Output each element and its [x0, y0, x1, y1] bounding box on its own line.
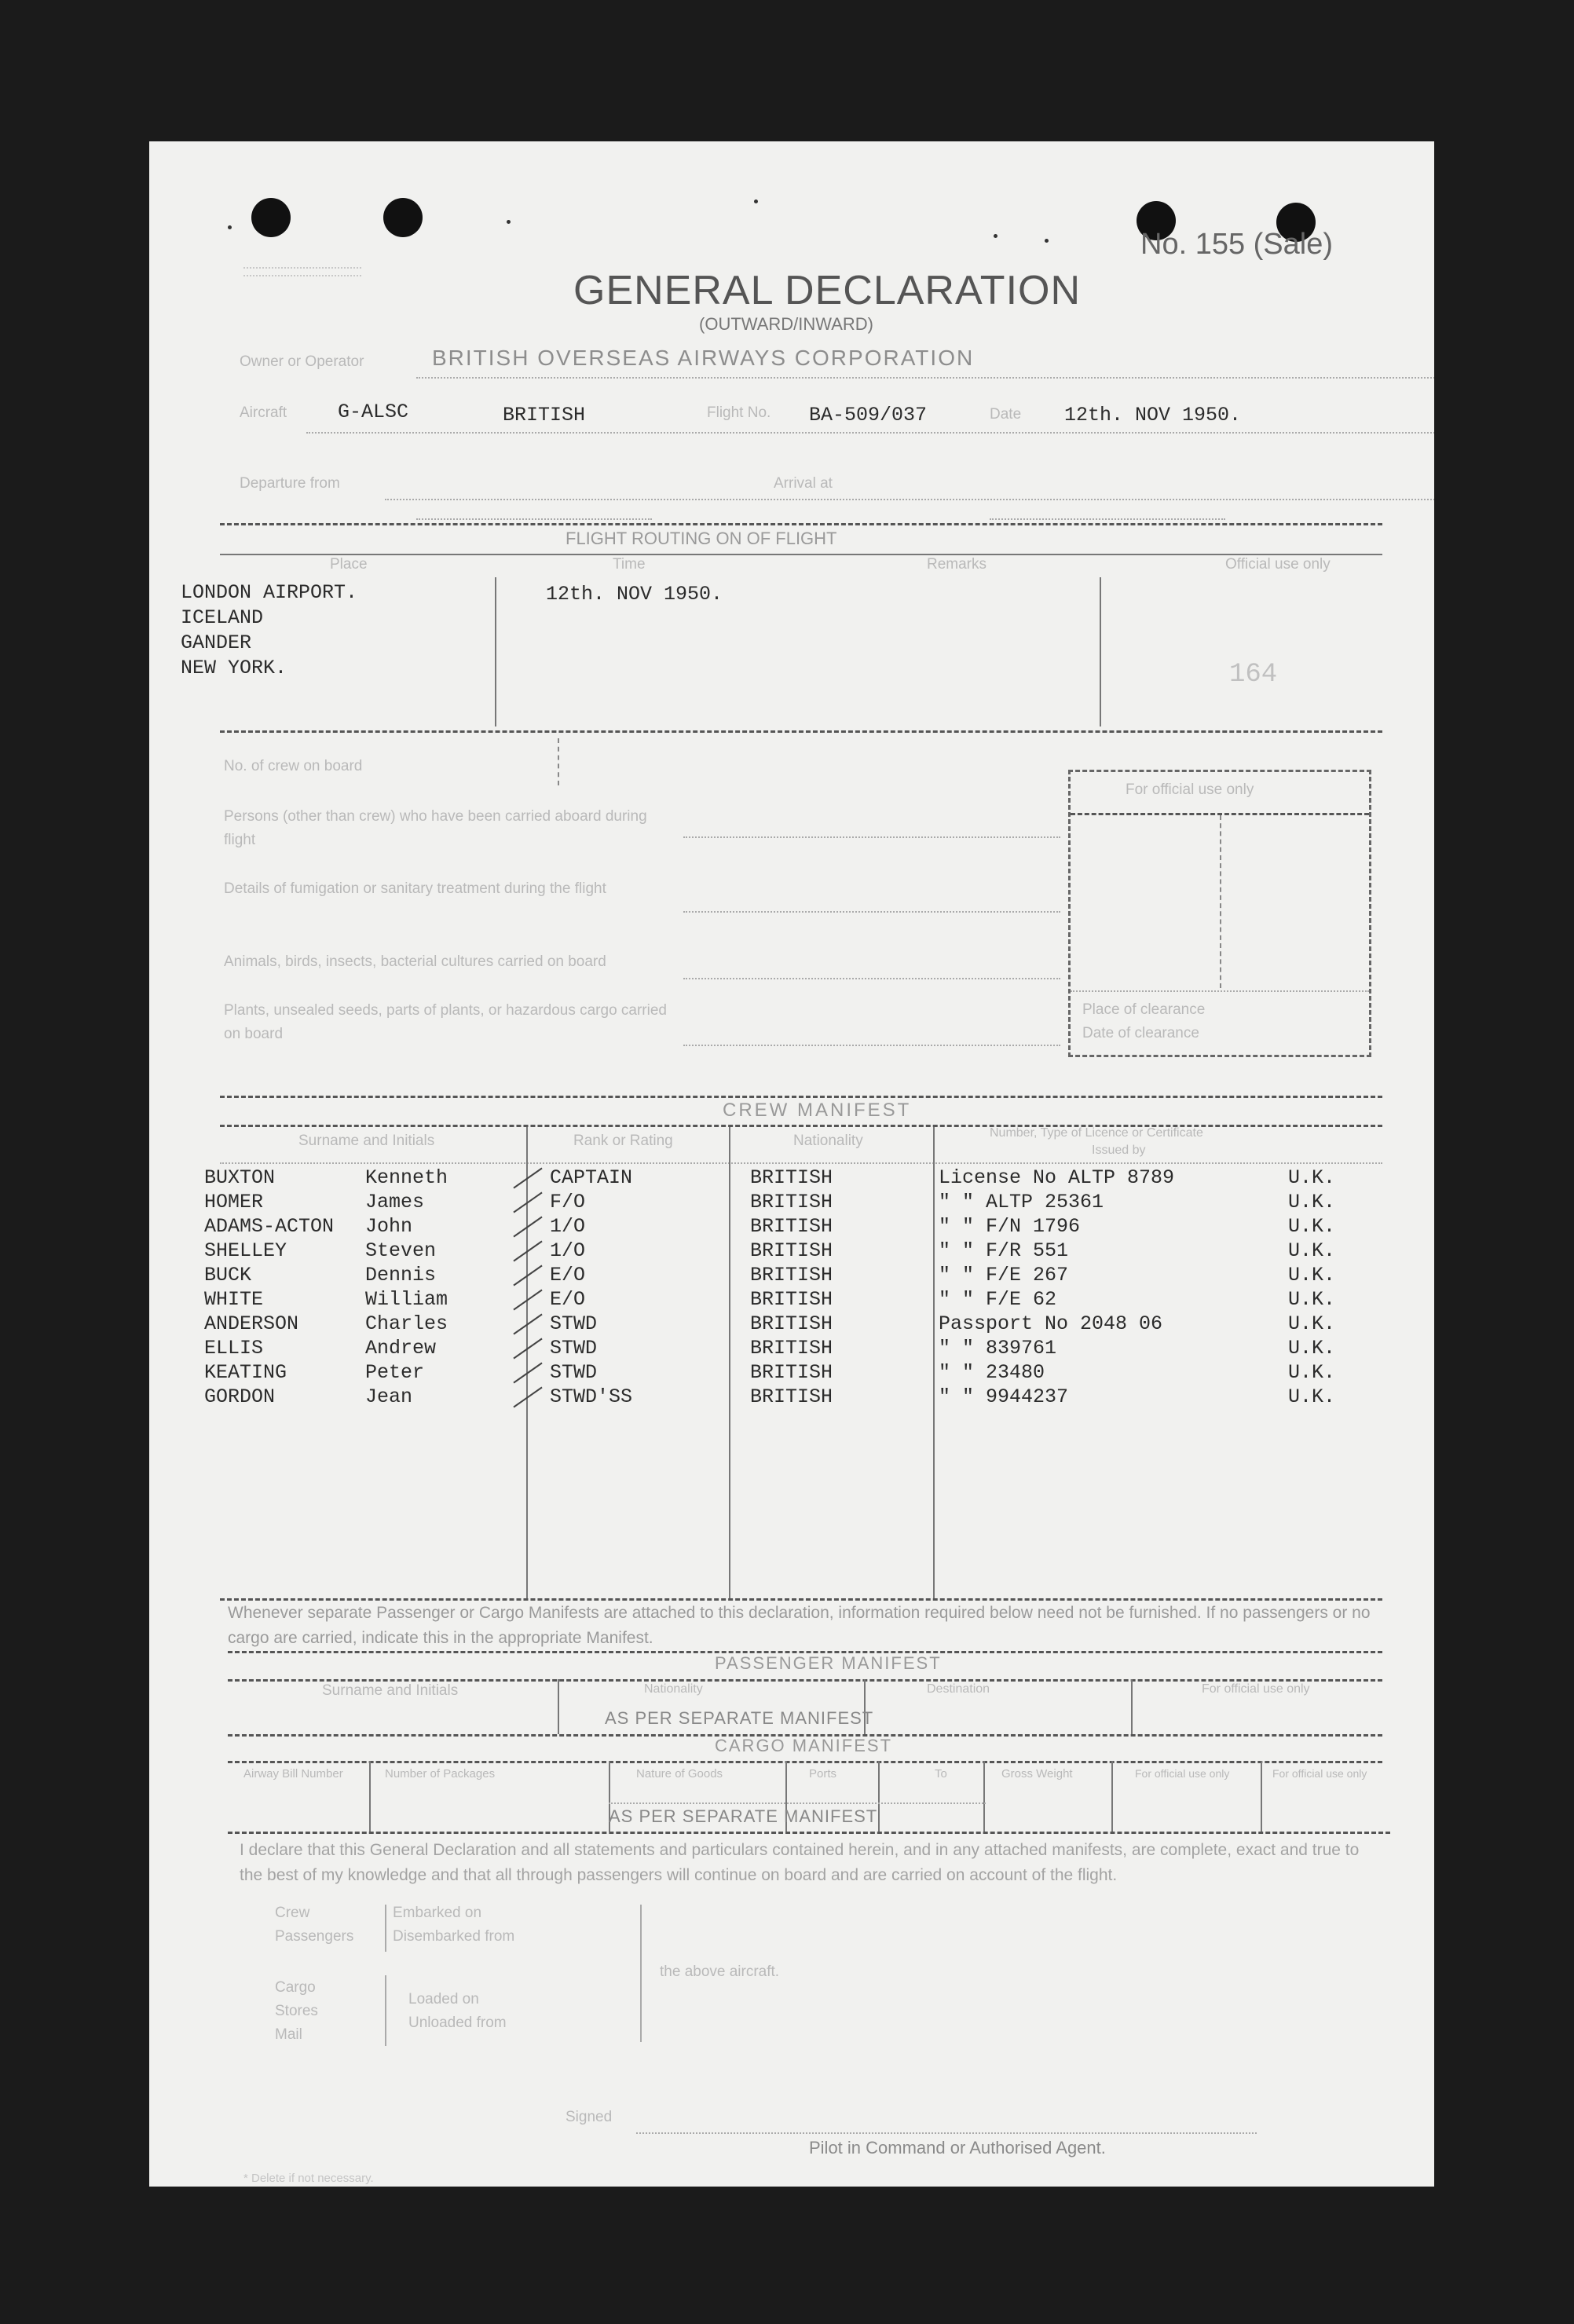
route-time: 12th. NOV 1950.	[546, 583, 723, 606]
crew-given: Andrew	[365, 1337, 437, 1360]
crew-surname: ELLIS	[204, 1337, 264, 1360]
crew-nationality: BRITISH	[750, 1288, 833, 1311]
crew-issued: U.K.	[1288, 1385, 1336, 1408]
crew-surname: ANDERSON	[204, 1312, 299, 1335]
footer-note: * Delete if not necessary.	[243, 2172, 374, 2185]
crew-row	[149, 1312, 1434, 1337]
crew-issued: U.K.	[1288, 1361, 1336, 1384]
crew-licence: " " 9944237	[939, 1385, 1069, 1408]
crew-rank: 1/O	[550, 1239, 586, 1262]
crew-nationality: BRITISH	[750, 1166, 833, 1189]
crew-surname: KEATING	[204, 1361, 287, 1384]
crew-table	[149, 1166, 1434, 1590]
crew-issued: U.K.	[1288, 1312, 1336, 1335]
crew-nationality: BRITISH	[750, 1361, 833, 1384]
crew-rank: 1/O	[550, 1215, 586, 1238]
crew-col-issued: Issued by	[1092, 1144, 1146, 1157]
signature-caption: Pilot in Command or Authorised Agent.	[809, 2138, 1106, 2157]
cargo-col-packages: Number of Packages	[385, 1767, 496, 1781]
aircraft-registration: G-ALSC	[338, 401, 409, 423]
operator-label: Owner or Operator	[240, 353, 364, 370]
passenger-note: Whenever separate Passenger or Cargo Manifests are attached to this declaration, information required below need not be furnished. If no passengers or no cargo are carried, indicate this in the appropriate Manifest.	[228, 1604, 1371, 1647]
punch-hole	[383, 198, 423, 237]
cargo-col-to: To	[935, 1767, 947, 1781]
crew-col-surname: Surname and Initials	[298, 1133, 435, 1149]
official-box-line2: Date of clearance	[1082, 1025, 1199, 1041]
routing-col-time: Time	[613, 556, 646, 573]
crew-issued: U.K.	[1288, 1337, 1336, 1360]
crew-licence: License No ALTP 8789	[939, 1166, 1175, 1189]
crew-rank: STWD	[550, 1361, 598, 1384]
cargo-col-official-2: For official use only	[1272, 1767, 1367, 1780]
crew-surname: HOMER	[204, 1191, 264, 1213]
date-label: Date	[990, 406, 1022, 423]
crew-manifest-title: CREW MANIFEST	[723, 1100, 912, 1121]
crew-rank: F/O	[550, 1191, 586, 1213]
crew-nationality: BRITISH	[750, 1191, 833, 1213]
passenger-col-nationality: Nationality	[644, 1682, 703, 1696]
crew-surname: SHELLEY	[204, 1239, 287, 1262]
crew-nationality: BRITISH	[750, 1215, 833, 1238]
crew-issued: U.K.	[1288, 1264, 1336, 1286]
declaration-persons: Persons (other than crew) who have been carried aboard during flight	[224, 808, 647, 848]
operator-value: BRITISH OVERSEAS AIRWAYS CORPORATION	[432, 346, 975, 370]
departure-label: Departure from	[240, 475, 340, 492]
declaration-fumigation: Details of fumigation or sanitary treatment during the flight	[224, 880, 606, 897]
cargo-col-weight: Gross Weight	[1001, 1767, 1073, 1781]
aircraft-nationality: BRITISH	[503, 404, 586, 426]
crew-embark-label: Crew	[275, 1905, 310, 1921]
crew-rank: STWD	[550, 1337, 598, 1360]
crew-nationality: BRITISH	[750, 1264, 833, 1286]
crew-rank: STWD	[550, 1312, 598, 1335]
tick-mark	[513, 1168, 542, 1189]
route-place-4: NEW YORK.	[181, 657, 287, 679]
embarked-option: Embarked on	[393, 1905, 482, 1921]
declaration-crew: No. of crew on board	[224, 758, 363, 774]
tick-mark	[513, 1387, 542, 1408]
cargo-manifest-title: CARGO MANIFEST	[715, 1736, 893, 1755]
crew-row	[149, 1361, 1434, 1385]
tick-mark	[513, 1192, 542, 1213]
crew-nationality: BRITISH	[750, 1312, 833, 1335]
cargo-col-official-1: For official use only	[1135, 1767, 1230, 1780]
crew-issued: U.K.	[1288, 1288, 1336, 1311]
crew-row	[149, 1264, 1434, 1288]
document-page	[149, 141, 1434, 2187]
crew-given: Jean	[365, 1385, 413, 1408]
official-box-line1: Place of clearance	[1082, 1001, 1206, 1018]
form-issuer	[243, 267, 361, 276]
crew-row	[149, 1215, 1434, 1239]
form-number: No. 155 (Sale)	[1140, 228, 1334, 261]
crew-row	[149, 1288, 1434, 1312]
crew-surname: BUXTON	[204, 1166, 276, 1189]
crew-col-rank: Rank or Rating	[573, 1133, 673, 1149]
official-use-box	[1068, 770, 1371, 1057]
crew-issued: U.K.	[1288, 1239, 1336, 1262]
crew-nationality: BRITISH	[750, 1239, 833, 1262]
crew-row	[149, 1166, 1434, 1191]
mail-label: Mail	[275, 2026, 302, 2043]
passenger-col-surname: Surname and Initials	[322, 1682, 459, 1699]
crew-licence: " " ALTP 25361	[939, 1191, 1104, 1213]
passengers-embark-label: Passengers	[275, 1928, 354, 1945]
cargo-manifest-stamp: AS PER SEPARATE MANIFEST	[609, 1806, 878, 1826]
aircraft-label: Aircraft	[240, 404, 287, 421]
declaration-animals: Animals, birds, insects, bacterial cultures carried on board	[224, 953, 606, 970]
crew-given: Peter	[365, 1361, 425, 1384]
crew-licence: " " F/R 551	[939, 1239, 1069, 1262]
crew-surname: GORDON	[204, 1385, 276, 1408]
crew-rank: CAPTAIN	[550, 1166, 633, 1189]
arrival-label: Arrival at	[774, 475, 833, 492]
punch-hole	[251, 198, 291, 237]
crew-given: James	[365, 1191, 425, 1213]
routing-col-place: Place	[330, 556, 368, 573]
embark-remark: the above aircraft.	[660, 1964, 780, 1980]
cargo-col-airway-bill: Airway Bill Number	[243, 1767, 343, 1781]
crew-given: Charles	[365, 1312, 448, 1335]
document-title: GENERAL DECLARATION	[573, 268, 1082, 313]
signed-label: Signed	[566, 2109, 613, 2125]
crew-licence: " " 23480	[939, 1361, 1045, 1384]
official-box-title: For official use only	[1126, 781, 1254, 798]
crew-licence: " " F/E 62	[939, 1288, 1057, 1311]
crew-licence: " " 839761	[939, 1337, 1057, 1360]
route-stamp: 164	[1229, 660, 1278, 690]
passenger-col-official: For official use only	[1202, 1682, 1310, 1696]
crew-rank: E/O	[550, 1288, 586, 1311]
crew-given: Steven	[365, 1239, 437, 1262]
tick-mark	[513, 1265, 542, 1286]
crew-issued: U.K.	[1288, 1215, 1336, 1238]
crew-given: Kenneth	[365, 1166, 448, 1189]
crew-given: Dennis	[365, 1264, 437, 1286]
tick-mark	[513, 1338, 542, 1360]
tick-mark	[513, 1241, 542, 1262]
tick-mark	[513, 1314, 542, 1335]
crew-row	[149, 1191, 1434, 1215]
unloaded-option: Unloaded from	[408, 2015, 507, 2031]
route-place-2: ICELAND	[181, 606, 264, 629]
disembarked-option: Disembarked from	[393, 1928, 515, 1945]
crew-row	[149, 1385, 1434, 1410]
stores-label: Stores	[275, 2003, 318, 2019]
passenger-manifest-stamp: AS PER SEPARATE MANIFEST	[605, 1708, 874, 1728]
crew-col-licence: Number, Type of Licence or Certificate	[990, 1126, 1203, 1140]
routing-col-remarks: Remarks	[927, 556, 987, 573]
crew-licence: " " F/N 1796	[939, 1215, 1081, 1238]
crew-issued: U.K.	[1288, 1191, 1336, 1213]
crew-given: William	[365, 1288, 448, 1311]
loaded-option: Loaded on	[408, 1991, 479, 2007]
crew-issued: U.K.	[1288, 1166, 1336, 1189]
crew-nationality: BRITISH	[750, 1337, 833, 1360]
passenger-manifest-title: PASSENGER MANIFEST	[715, 1653, 942, 1673]
route-place-1: LONDON AIRPORT.	[181, 581, 358, 604]
cargo-label: Cargo	[275, 1979, 316, 1996]
crew-row	[149, 1337, 1434, 1361]
crew-rank: STWD'SS	[550, 1385, 633, 1408]
tick-mark	[513, 1217, 542, 1238]
crew-surname: BUCK	[204, 1264, 252, 1286]
routing-title: FLIGHT ROUTING ON OF FLIGHT	[566, 529, 837, 548]
crew-licence: " " F/E 267	[939, 1264, 1069, 1286]
passenger-col-destination: Destination	[927, 1682, 990, 1696]
declaration-text: I declare that this General Declaration and all statements and particulars contained herein, and in any attached manifests, are complete, exact and true to the best of my knowledge and that all through passengers will continue on board and are carried on account of the flight.	[240, 1841, 1360, 1884]
crew-nationality: BRITISH	[750, 1385, 833, 1408]
routing-col-official: Official use only	[1225, 556, 1331, 573]
declaration-plants: Plants, unsealed seeds, parts of plants, or hazardous cargo carried on board	[224, 1002, 667, 1042]
crew-row	[149, 1239, 1434, 1264]
route-place-3: GANDER	[181, 631, 252, 654]
tick-mark	[513, 1290, 542, 1311]
cargo-col-goods: Nature of Goods	[636, 1767, 723, 1781]
crew-surname: WHITE	[204, 1288, 264, 1311]
document-subtitle: (OUTWARD/INWARD)	[699, 314, 873, 334]
flight-date: 12th. NOV 1950.	[1064, 404, 1242, 426]
crew-rank: E/O	[550, 1264, 586, 1286]
tick-mark	[513, 1363, 542, 1384]
flight-label: Flight No.	[707, 404, 771, 421]
crew-given: John	[365, 1215, 413, 1238]
crew-licence: Passport No 2048 06	[939, 1312, 1163, 1335]
flight-number: BA-509/037	[809, 404, 928, 426]
cargo-col-ports: Ports	[809, 1767, 837, 1781]
crew-surname: ADAMS-ACTON	[204, 1215, 335, 1238]
crew-col-nationality: Nationality	[793, 1133, 863, 1149]
